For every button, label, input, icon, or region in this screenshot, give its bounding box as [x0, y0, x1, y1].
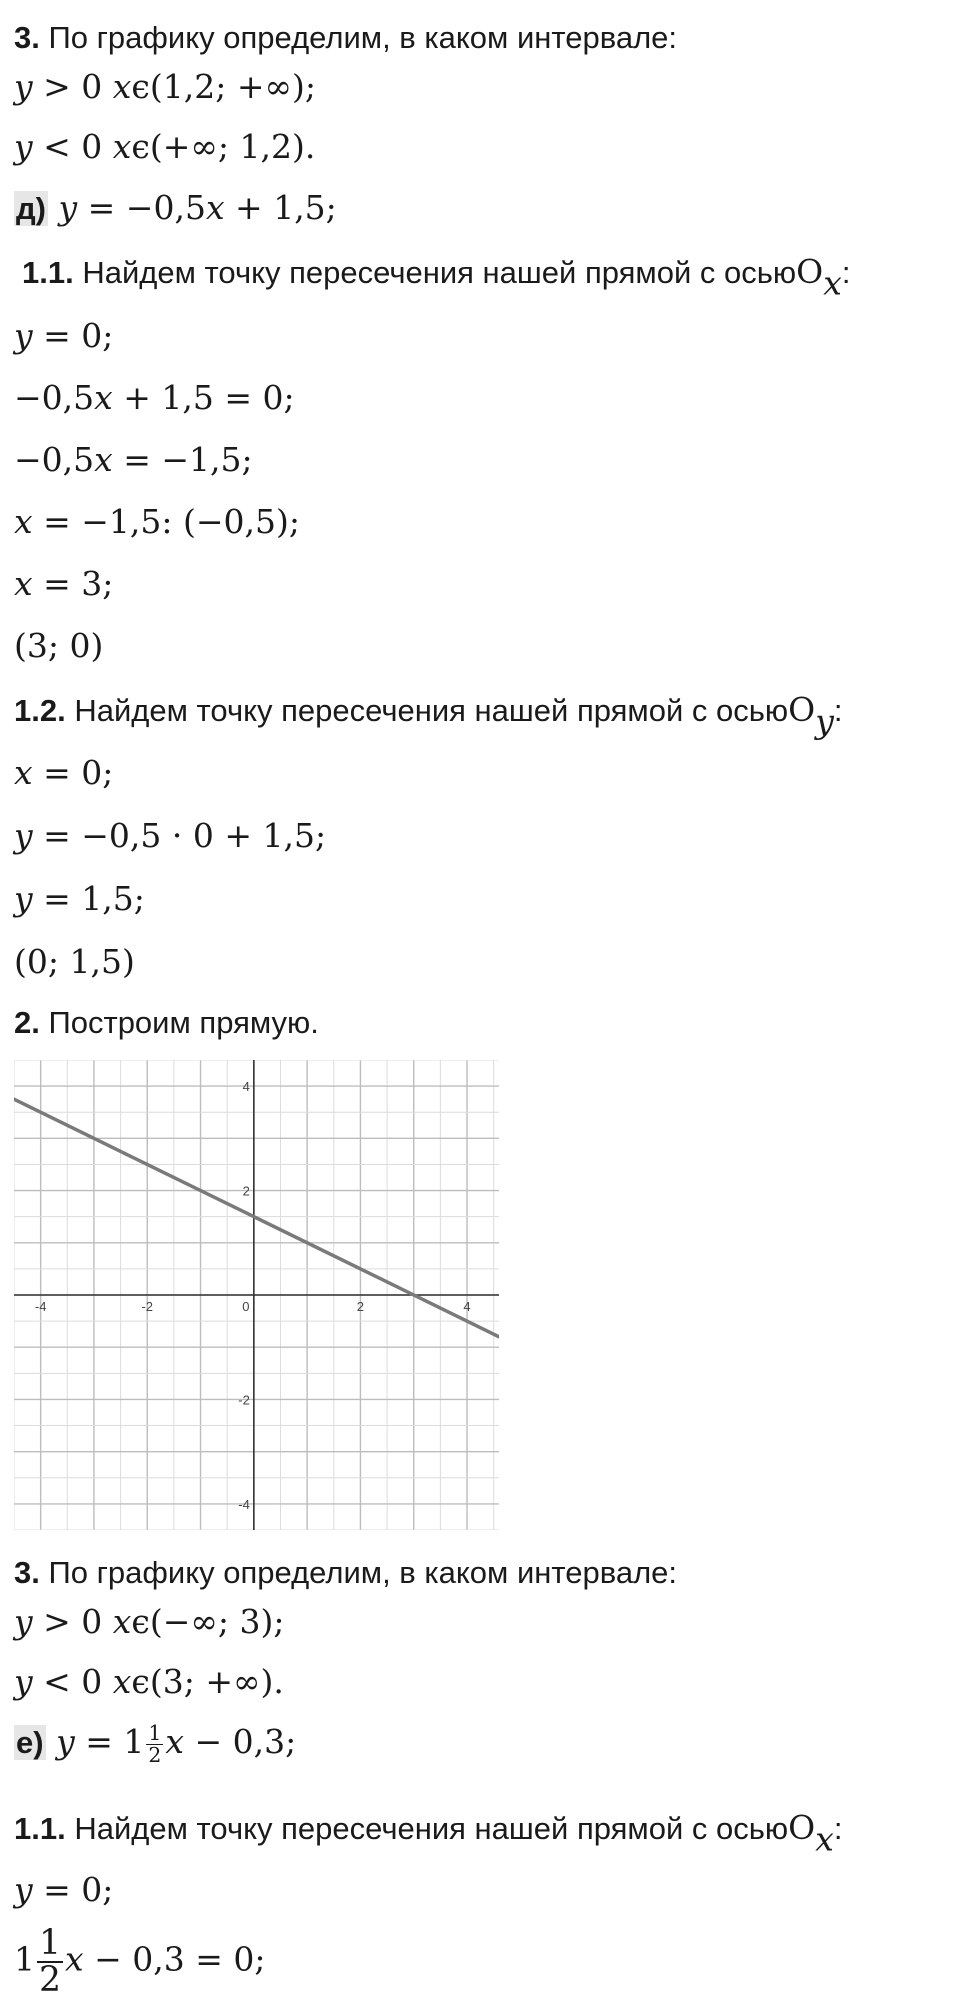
step-1-1-heading: 1.1. Найдем точку пересечения нашей прямой с осьюO$_x$: [22, 252, 851, 303]
y-tick-label: 2 [242, 1183, 250, 1199]
equation-line: 1 $\frac{1}{2}$ x − 0,3 = 0; [14, 1923, 266, 2000]
step-number: 3. [14, 20, 40, 55]
x-tick-label: -2 [141, 1299, 154, 1314]
part-label: д) [16, 191, 47, 226]
step-2-heading: 2. Построим прямую. [14, 1005, 319, 1040]
x-tick-label: 2 [356, 1299, 365, 1314]
equation-line: y = −0,5 · 0 + 1,5; [14, 816, 327, 855]
line-graph [14, 1060, 499, 1535]
fraction: $\frac{1}{2}$ [148, 1721, 162, 1767]
equation-line: y = 0; [14, 1870, 114, 1909]
intersection-point-oy: (0; 1,5) [14, 942, 135, 981]
interval-negative: y < 0 xϵ(+∞; 1,2). [14, 127, 316, 166]
x-tick-label: -4 [34, 1299, 47, 1314]
step-1-2-heading: 1.2. Найдем точку пересечения нашей прямой с осьюO$_y$: [14, 690, 843, 741]
intersection-point-ox: (3; 0) [14, 626, 104, 665]
interval-positive: y > 0 xϵ(1,2; +∞); [14, 67, 316, 106]
equation-line: y = 1,5; [14, 879, 145, 918]
interval-heading [14, 20, 677, 56]
part-e-equation: е) y = 1 $\frac{1}{2}$ x − 0,3; [16, 1721, 297, 1767]
y-tick-label: 4 [242, 1079, 250, 1095]
graph-svg [14, 1060, 499, 1530]
series-line [14, 1099, 499, 1337]
y-tick-label: -2 [238, 1392, 250, 1408]
interval-negative: y < 0 xϵ(3; +∞). [14, 1662, 284, 1701]
equation-line: y = 0; [14, 316, 114, 355]
interval-positive: y > 0 xϵ(−∞; 3); [14, 1602, 285, 1641]
interval-heading: 3. По графику определим, в каком интервале: [14, 1555, 678, 1590]
x-tick-label: 0 [242, 1299, 250, 1314]
step-text: По графику определим, в каком интервале: [39, 20, 678, 55]
equation-line: x = 0; [14, 753, 114, 792]
equation-line: x = 3; [14, 564, 114, 603]
fraction: $\frac{1}{2}$ [39, 1923, 62, 2000]
part-d-equation: д) y = −0,5x + 1,5; [16, 188, 337, 227]
equation-line: x = −1,5: (−0,5); [14, 502, 300, 541]
equation-line: −0,5x = −1,5; [14, 440, 253, 479]
step-1-1-heading: 1.1. Найдем точку пересечения нашей прямой с осьюO$_x$: [14, 1808, 843, 1859]
equation-line: −0,5x + 1,5 = 0; [14, 378, 295, 417]
part-label: е) [16, 1725, 44, 1760]
x-tick-label: 4 [463, 1299, 471, 1314]
y-tick-label: -4 [238, 1496, 250, 1512]
